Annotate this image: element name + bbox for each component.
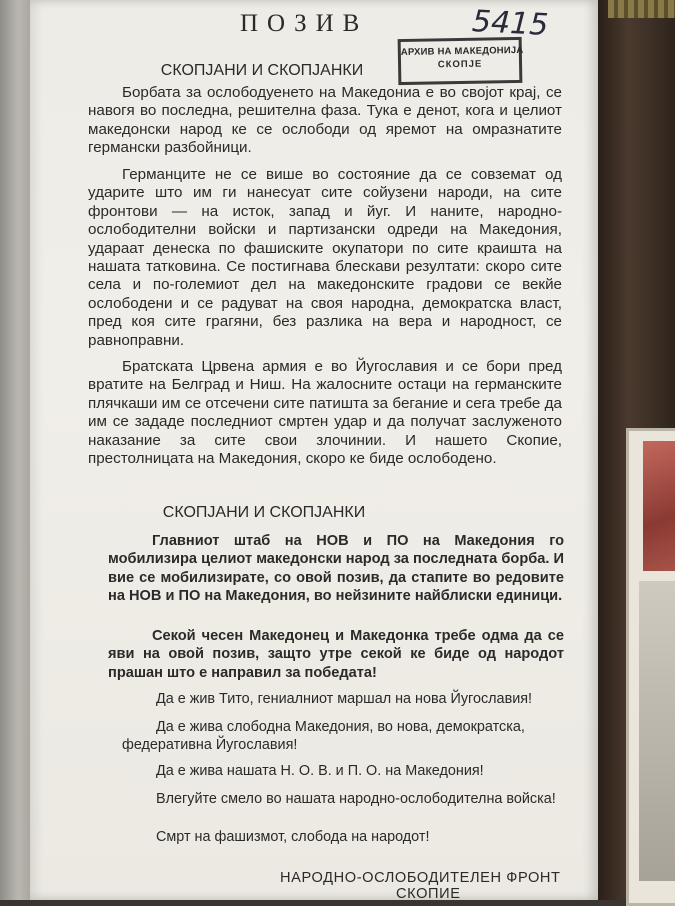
bold-paragraph-1: Главниот штаб на НОВ и ПО на Македония го мобилизира целиот македонски народ за последната борба. И вие се мобилизирате, со овой позив, да стапите во редовите на НОВ и ПО на Македония, во нейзините найблиски единици. <box>108 533 564 605</box>
display-frame-right <box>598 0 675 900</box>
gilt-frame-edge <box>608 0 675 18</box>
section-heading-2: СКОПЈАНИ И СКОПЈАНКИ <box>162 504 366 521</box>
poster-title: ПОЗИВ <box>240 10 369 37</box>
bold-paragraph-2: Секой чесен Македонец и Македонка требе одма да се яви на овой позив, защто утре секой ке биде од народот прашан што е направил за победата! <box>108 628 564 681</box>
paragraph-3: Братската Црвена армия е во Йугославия и се бори пред вратите на Белград и Ниш. На жалосните остаци на германските плячкаши им се отсечени сите патишта за бегание и сега требе да им се зададе последниот смртен удар и да получат заслуженото наказание за сите свои злочинии. И нашето Скопие, престолницата на Македония, скоро ке биде ослободено. <box>88 358 562 468</box>
slogan-1: Да е жив Тито, гениалниот маршал на нова Йугославия! <box>156 691 533 707</box>
stamp-line-1: АРХИВ НА МАКЕДОНИЈА <box>400 44 524 59</box>
adjacent-picture-gray-area <box>639 581 675 881</box>
slogan-4: Влегуйте смело во нашата народно-ослободителна войска! <box>156 791 556 807</box>
slogan-5: Смрт на фашизмот, слобода на народот! <box>156 829 430 845</box>
signature-line-2: СКОПИЕ <box>396 886 461 902</box>
proclamation-poster <box>30 0 598 900</box>
slogan-3: Да е жива нашата Н. О. В. и П. О. на Македония! <box>156 763 484 779</box>
paragraph-2: Германците не се више во состояние да се совземат од ударите што им ги нанесуат сите сойузени народи, на сите фронтови — на исток, запад и йуг. И наните, народно-ослободителни войски и партизански одреди на Македония, удараат денеска по фашиските окупатори по сите краишта на нашата татковина. Се постигнава блескави резултати: скоро сите села и по-големиот дел на македонските градови се векйе ослободени и се радуват на своя народна, демократска власт, пред коя сите грагяни, без разлика на вера и народност, се равноправни. <box>88 166 562 349</box>
adjacent-picture-frame <box>626 428 675 906</box>
adjacent-picture-red-area <box>643 441 675 571</box>
wall-left <box>0 0 30 900</box>
paragraph-1: Борбата за ослободуенето на Македониа е во својот крај, се навогя во последна, решителна фаза. Тука е денот, кога и целиот македонски народ ке се ослободи од яремот на омразнатите германски разбойници. <box>88 84 562 157</box>
slogan-2: Да е жива слободна Македония, во нова, демократска, федеративна Йугославия! <box>122 719 525 754</box>
section-heading-1: СКОПЈАНИ И СКОПЈАНКИ <box>160 62 364 79</box>
handwritten-archive-number: 5415 <box>471 4 550 43</box>
stamp-line-2: СКОПЈЕ <box>437 58 483 71</box>
signature-line-1: НАРОДНО-ОСЛОБОДИТЕЛЕН ФРОНТ <box>280 870 561 886</box>
